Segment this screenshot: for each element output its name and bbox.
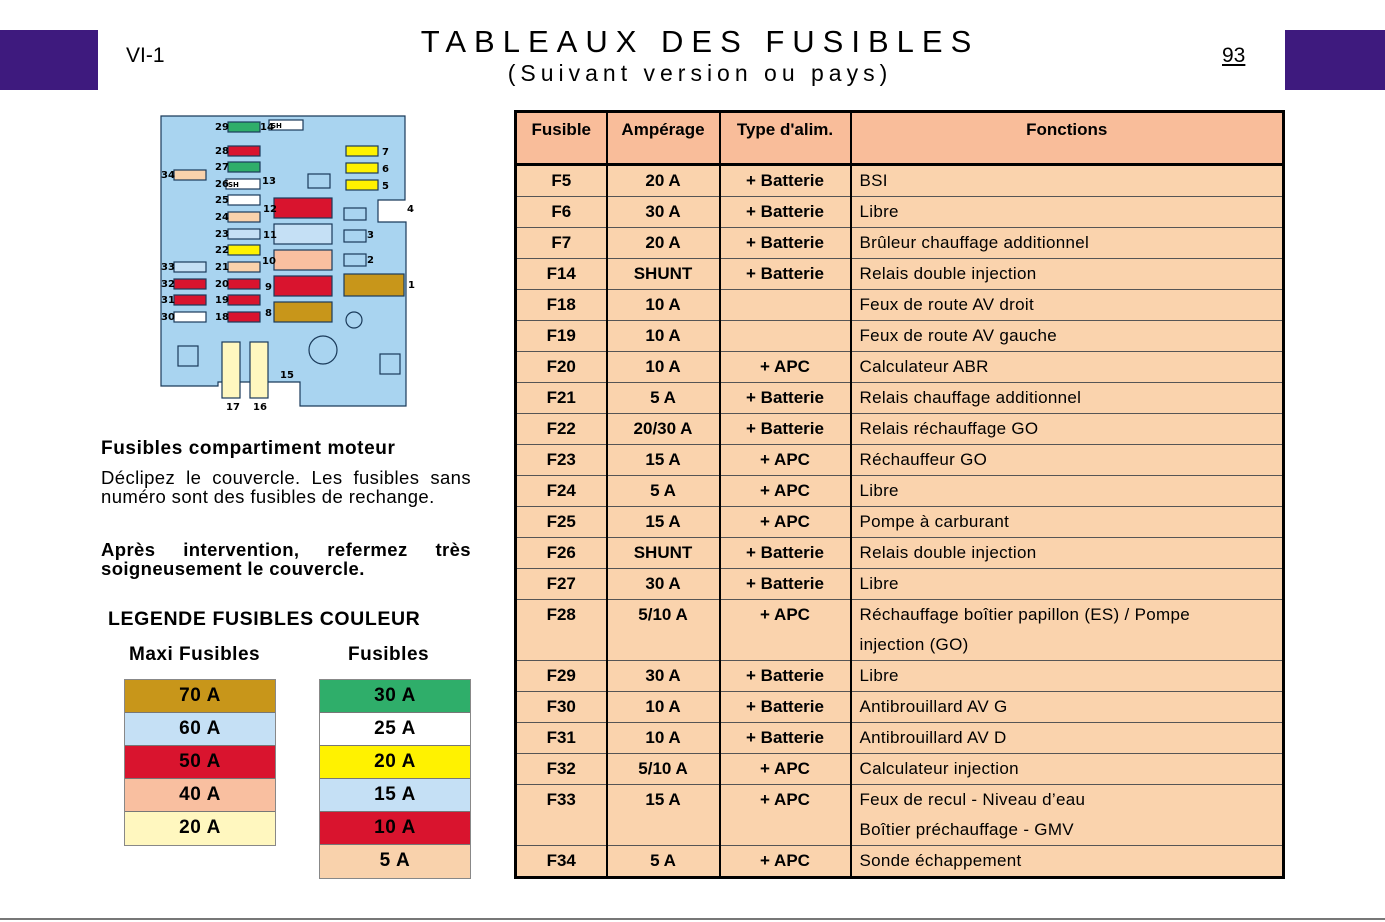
fuse-amperage: 15 A [607, 445, 720, 476]
maxi-fuse-slot [344, 274, 404, 296]
fuse-power-type [720, 321, 851, 352]
fuse-label: 30 [161, 312, 175, 323]
fuse-amperage: 10 A [607, 321, 720, 352]
fuse-code: F14 [516, 259, 607, 290]
fuse-function-line: Relais réchauffage GO [859, 419, 1039, 438]
fuse-slot [228, 229, 260, 239]
fuse-slot [346, 163, 378, 173]
fuse-label: 32 [161, 279, 175, 290]
table-row [516, 538, 1284, 569]
fuse-power-type: + Batterie [720, 165, 851, 197]
fuse-function [851, 476, 1284, 507]
fuse-label: 11 [263, 230, 277, 241]
fuse-function [851, 692, 1284, 723]
fuse-function-line: Réchauffage boîtier papillon (ES) / Pompe [859, 605, 1190, 624]
fuse-function [851, 228, 1284, 259]
fuse-amperage: 5 A [607, 476, 720, 507]
fuse-power-type: + APC [720, 846, 851, 878]
table-row [516, 661, 1284, 692]
fuse-power-type: + Batterie [720, 414, 851, 445]
fuse-function [851, 538, 1284, 569]
fuse-power-type [720, 290, 851, 321]
fuse-label: 2 [367, 255, 374, 266]
fuse-code: F22 [516, 414, 607, 445]
fuse-amperage: 5 A [607, 383, 720, 414]
fuse-power-type: + Batterie [720, 692, 851, 723]
maxi-fuse-slot [274, 276, 332, 296]
spare-slot [222, 342, 240, 398]
legend-swatch: 5 A [320, 845, 470, 878]
fuse-code: F5 [516, 165, 607, 197]
fuse-code: F29 [516, 661, 607, 692]
fuse-power-type: + Batterie [720, 228, 851, 259]
legend-title: LEGENDE FUSIBLES COULEUR [108, 608, 421, 630]
table-row [516, 197, 1284, 228]
fuse-label: 3 [367, 230, 374, 241]
fuse-code: F31 [516, 723, 607, 754]
fuse-code: F24 [516, 476, 607, 507]
table-row [516, 290, 1284, 321]
header-type: Type d'alim. [720, 112, 851, 165]
fuse-function [851, 661, 1284, 692]
fuse-function-line: Libre [859, 202, 899, 221]
table-row [516, 569, 1284, 600]
section-label: VI-1 [126, 44, 165, 67]
spare-slot [250, 342, 268, 398]
table-row [516, 165, 1284, 197]
fuse-function [851, 507, 1284, 538]
fuse-amperage: 10 A [607, 692, 720, 723]
table-row [516, 692, 1284, 723]
fuse-amperage: 30 A [607, 661, 720, 692]
maxi-fuse-slot [274, 250, 332, 270]
legend-swatch: 20 A [125, 812, 275, 845]
legend-fuse-list [319, 679, 471, 879]
fuse-code: F32 [516, 754, 607, 785]
engine-fuses-warning: Après intervention, refermez très soigneusement le couvercle. [101, 539, 471, 579]
fuse-label: 1 [408, 280, 415, 291]
fuse-code: F19 [516, 321, 607, 352]
fuse-function [851, 723, 1284, 754]
fuse-power-type: + Batterie [720, 538, 851, 569]
fuse-slot [228, 312, 260, 322]
fuse-slot [228, 146, 260, 156]
fuse-label: 18 [215, 312, 229, 323]
fuse-label: 33 [161, 262, 175, 273]
fuse-slot [174, 312, 206, 322]
legend-fuse-header: Fusibles [348, 644, 430, 665]
fuse-function-line: Feux de recul - Niveau d’eau [859, 790, 1086, 809]
fuse-code: F34 [516, 846, 607, 878]
fuse-amperage: 5/10 A [607, 600, 720, 661]
fuse-function [851, 846, 1284, 878]
legend-swatch: 60 A [125, 713, 275, 746]
table-row [516, 321, 1284, 352]
fuse-label: 13 [262, 176, 276, 187]
fuse-code: F21 [516, 383, 607, 414]
fuse-power-type: + Batterie [720, 383, 851, 414]
header-fusible: Fusible [516, 112, 607, 165]
table-row [516, 414, 1284, 445]
fuse-label: 5 [382, 181, 389, 192]
fuse-amperage: 20/30 A [607, 414, 720, 445]
fuse-slot [174, 262, 206, 272]
fuse-amperage: 20 A [607, 165, 720, 197]
fuse-code: F28 [516, 600, 607, 661]
fuse-function-line: Relais chauffage additionnel [859, 388, 1082, 407]
fuse-label: 19 [215, 295, 229, 306]
fuse-label: 4 [407, 204, 414, 215]
legend-swatch: 10 A [320, 812, 470, 845]
fuse-function-line: Libre [859, 481, 899, 500]
fuse-slot [346, 180, 378, 190]
fuse-function-line: Antibrouillard AV G [859, 697, 1008, 716]
header-fonctions: Fonctions [851, 112, 1284, 165]
fuse-slot [228, 279, 260, 289]
fuse-power-type: + Batterie [720, 197, 851, 228]
fuse-label: 31 [161, 295, 175, 306]
fuse-amperage: 5 A [607, 846, 720, 878]
fuse-function-line: Feux de route AV gauche [859, 326, 1057, 345]
legend-swatch: 20 A [320, 746, 470, 779]
fuse-function-line: Relais double injection [859, 543, 1037, 562]
fuse-power-type: + Batterie [720, 259, 851, 290]
fuse-power-type: + APC [720, 445, 851, 476]
fuse-power-type: + Batterie [720, 723, 851, 754]
header-bar-left [0, 30, 98, 90]
fuse-function-line: Sonde échappement [859, 851, 1022, 870]
maxi-fuse-slot [274, 198, 332, 218]
fuse-function [851, 600, 1284, 661]
fuse-slot [174, 279, 206, 289]
fuse-power-type: + APC [720, 507, 851, 538]
fuse-power-type: + Batterie [720, 661, 851, 692]
fuse-label: 15 [280, 370, 294, 381]
fuse-slot [228, 122, 260, 132]
fuse-label: 20 [215, 279, 229, 290]
legend-swatch: 70 A [125, 680, 275, 713]
engine-fuses-paragraph: Déclipez le couvercle. Les fusibles sans numéro sont des fusibles de rechange. [101, 467, 471, 507]
fuse-amperage: 15 A [607, 507, 720, 538]
fuse-power-type: + APC [720, 476, 851, 507]
fuse-amperage: 30 A [607, 569, 720, 600]
table-row [516, 476, 1284, 507]
shunt-label: SH [228, 181, 239, 189]
fuse-function [851, 445, 1284, 476]
fuse-amperage: SHUNT [607, 259, 720, 290]
fuse-code: F26 [516, 538, 607, 569]
page-bottom-border [0, 918, 1385, 920]
fuse-function-line: Brûleur chauffage additionnel [859, 233, 1090, 252]
fuse-function-line: Pompe à carburant [859, 512, 1010, 531]
fuse-slot [174, 170, 206, 180]
table-row [516, 445, 1284, 476]
legend-swatch: 50 A [125, 746, 275, 779]
fuse-slot [228, 245, 260, 255]
fuse-function-line: Calculateur injection [859, 759, 1019, 778]
fuse-function [851, 197, 1284, 228]
fuse-power-type: + APC [720, 600, 851, 661]
fuse-code: F7 [516, 228, 607, 259]
fuse-slot [228, 162, 260, 172]
fuse-label: 34 [161, 170, 175, 181]
fuse-amperage: SHUNT [607, 538, 720, 569]
table-row [516, 600, 1284, 661]
fuse-function-line: BSI [859, 171, 888, 190]
fuse-slot [228, 195, 260, 205]
fuse-function-line: Antibrouillard AV D [859, 728, 1007, 747]
fuse-function-line: Calculateur ABR [859, 357, 989, 376]
fuse-amperage: 5/10 A [607, 754, 720, 785]
table-row [516, 383, 1284, 414]
fuse-function [851, 259, 1284, 290]
fuse-amperage: 10 A [607, 723, 720, 754]
fuse-function-line: Relais double injection [859, 264, 1037, 283]
table-row [516, 785, 1284, 846]
fuse-code: F18 [516, 290, 607, 321]
fuse-label: 21 [215, 262, 229, 273]
fuse-function [851, 383, 1284, 414]
fuse-function-line: Réchauffeur GO [859, 450, 988, 469]
fuse-code: F25 [516, 507, 607, 538]
legend-swatch: 25 A [320, 713, 470, 746]
fuse-function [851, 290, 1284, 321]
header-bar-right [1285, 30, 1385, 90]
fuse-slot [346, 146, 378, 156]
fuse-function-line: Feux de route AV droit [859, 295, 1034, 314]
table-row [516, 259, 1284, 290]
fuse-label: 17 [226, 402, 240, 410]
fuse-amperage: 30 A [607, 197, 720, 228]
fuse-label: 7 [382, 147, 389, 158]
fuse-slot [228, 295, 260, 305]
fuse-function-line: Libre [859, 666, 899, 685]
table-row [516, 846, 1284, 878]
fuse-function-line: injection (GO) [859, 635, 969, 654]
fuse-code: F27 [516, 569, 607, 600]
legend-swatch: 30 A [320, 680, 470, 713]
fuse-amperage: 10 A [607, 352, 720, 383]
fuse-function-line: Boîtier préchauffage - GMV [859, 820, 1074, 839]
engine-fuses-heading: Fusibles compartiment moteur [101, 438, 396, 459]
legend-maxi-list [124, 679, 276, 846]
fuse-label: 22 [215, 245, 229, 256]
fuse-function [851, 352, 1284, 383]
fuse-label: 16 [253, 402, 267, 410]
fuse-power-type: + APC [720, 785, 851, 846]
fuse-label: 8 [265, 308, 272, 319]
fuse-label: 12 [263, 204, 277, 215]
table-header-row [516, 112, 1284, 165]
fuse-label: 14 [260, 122, 274, 133]
fuse-label: 27 [215, 162, 229, 173]
fuse-box-diagram [158, 114, 420, 410]
legend-maxi-header: Maxi Fusibles [129, 644, 261, 665]
table-row [516, 352, 1284, 383]
fuse-function [851, 414, 1284, 445]
fuse-code: F30 [516, 692, 607, 723]
fuse-label: 26 [215, 179, 229, 190]
fuse-code: F33 [516, 785, 607, 846]
fuse-code: F23 [516, 445, 607, 476]
fuse-function [851, 569, 1284, 600]
fuse-label: 24 [215, 212, 229, 223]
shunt-label: SH [271, 122, 282, 130]
fuse-function [851, 785, 1284, 846]
fuse-function-line: Libre [859, 574, 899, 593]
fuse-table [514, 110, 1285, 879]
fuse-label: 29 [215, 122, 229, 133]
fuse-slot [174, 295, 206, 305]
fuse-power-type: + Batterie [720, 569, 851, 600]
fuse-code: F20 [516, 352, 607, 383]
fuse-power-type: + APC [720, 352, 851, 383]
fuse-slot [228, 262, 260, 272]
fuse-label: 25 [215, 195, 229, 206]
fuse-power-type: + APC [720, 754, 851, 785]
fuse-amperage: 15 A [607, 785, 720, 846]
table-row [516, 228, 1284, 259]
fuse-label: 28 [215, 146, 229, 157]
page-subtitle: (Suivant version ou pays) [507, 60, 893, 86]
fuse-label: 23 [215, 229, 229, 240]
fuse-amperage: 10 A [607, 290, 720, 321]
fuse-function [851, 321, 1284, 352]
maxi-fuse-slot [274, 302, 332, 322]
fuse-label: 6 [382, 164, 389, 175]
table-row [516, 507, 1284, 538]
maxi-fuse-slot [274, 224, 332, 244]
page-number: 93 [1222, 44, 1246, 67]
fuse-code: F6 [516, 197, 607, 228]
legend-swatch: 40 A [125, 779, 275, 812]
fuse-amperage: 20 A [607, 228, 720, 259]
fuse-slot [228, 212, 260, 222]
table-row [516, 723, 1284, 754]
fuse-function [851, 165, 1284, 197]
header-amperage: Ampérage [607, 112, 720, 165]
table-row [516, 754, 1284, 785]
fuse-label: 10 [262, 256, 276, 267]
page-title: TABLEAUX DES FUSIBLES [420, 24, 980, 59]
legend-swatch: 15 A [320, 779, 470, 812]
fuse-label: 9 [265, 282, 272, 293]
fuse-function [851, 754, 1284, 785]
